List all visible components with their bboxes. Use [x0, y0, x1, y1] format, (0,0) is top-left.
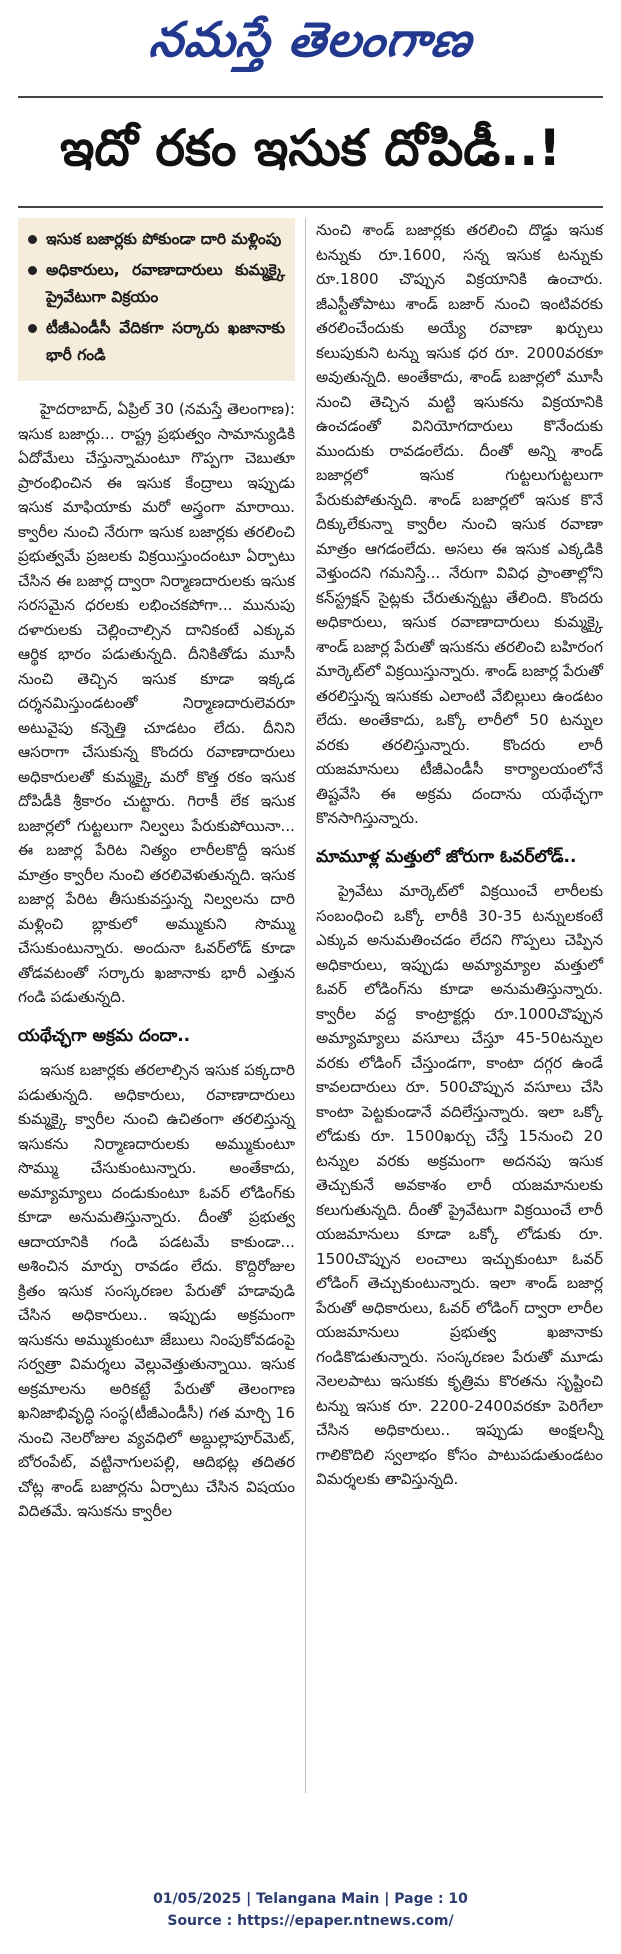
highlight-item: [28, 315, 285, 369]
highlights-box: [18, 218, 295, 381]
article-paragraph: ప్రైవేటు మార్కెట్‌లో విక్రయించే లారీలకు సంబంధించి ఒక్కో లారీకి 30-35 టన్నులకంటే ఎక్కువ అనుమతించడం లేదని గొప్పలు చెప్పిన అధికారులు, ఇప్పుడు అమ్యామ్యాల మత్తులో ఓవర్‌ లోడింగ్‌ను కూడా అనుమతిస్తున్నారు. క్వారీల వద్ద కాంట్రాక్టర్లు రూ.1000చొప్పున అమ్యామ్యాలు వసూలు చేస్తూ 45-50టన్నుల వరకు లోడింగ్‌ చేస్తుండగా, కాంటా దగ్గర ఉండే కావలదారులు రూ. 500చొప్పున వసూలు చేసి కాంటా పెట్టకుండానే వదిలేస్తున్నారు. ఇలా ఒక్కో లోడుకు రూ. 1500ఖర్చు చేస్తే 15నుంచి 20 టన్నుల వరకు అక్రమంగా అదనపు ఇసుక తెచ్చుకునే అవకాశం లారీ యజమానులకు కలుగుతున్నది. దీంతో ప్రైవేటుగా విక్రయించే లారీ యజమానులు కూడా ఒక్కో లోడుకు రూ. 1500చొప్పున లంచాలు ఇచ్చుకుంటూ ఓవర్‌ లోడింగ్‌ తెచ్చుకుంటున్నారు. ఇలా శాండ్‌ బజార్ల పేరుతో అధికారులు, ఓవర్‌ లోడింగ్‌ ద్వారా లారీల యజమానులు ప్రభుత్వ ఖజానాకు గండికొడుతున్నారు. సంస్కరణల పేరుతో మూడు నెలలపాటు ఇసుకకు కృత్రిమ కొరతను సృష్టించి టన్ను ఇసుక రూ. 2200-2400వరకూ పెరిగేలా చేసిన అధికారులు.. ఇప్పుడు అంక్షలన్నీ గాలికొదిలి స్వలాభం కోసం పాటుపడుతుండటం విమర్శలకు తావిస్తున్నది.: [316, 882, 603, 1488]
newspaper-logo: నమస్తే తెలంగాణ: [146, 12, 476, 68]
bullet-icon: [28, 235, 37, 244]
footer-date-page: 01/05/2025 | Telangana Main | Page : 10: [153, 1891, 468, 1907]
highlight-text: ఇసుక బజార్లకు పోకుండా దారి మళ్లింపు: [46, 230, 282, 248]
subheading: మామూళ్ల మత్తులో జోరుగా ఓవర్‌లోడ్‌..: [316, 846, 577, 867]
divider-headline: [18, 206, 603, 208]
headline: ఇదో రకం ఇసుక దోపిడీ..!: [59, 118, 562, 177]
bullet-icon: [28, 266, 37, 275]
highlight-item: [28, 226, 285, 253]
footer-source: Source : https://epaper.ntnews.com/: [167, 1913, 454, 1929]
column-divider: [305, 218, 306, 1793]
article-paragraph: ఇసుక బజార్లకు తరలాల్సిన ఇసుక పక్కదారి పడుతున్నది. అధికారులు, రవాణాదారులు కుమ్మక్కై క్వారీల నుంచి ఉచితంగా తరలిస్తున్న ఇసుకను నిర్మాణదారులకు అమ్ముకుంటూ సొమ్ము చేసుకుంటున్నారు. అంతేకాదు, అమ్యామ్యాలు దండుకుంటూ ఓవర్‌ లోడింగ్‌కు కూడా అనుమతిస్తున్నారు. దీంతో ప్రభుత్వ ఆదాయానికి గండి పడటమే కాకుండా... అశించిన మార్పు రావడం లేదు. కొద్దిరోజుల క్రితం ఇసుక సంస్కరణల పేరుతో హడావుడి చేసిన అధికారులు.. ఇప్పుడు అక్రమంగా ఇసుకను అమ్ముకుంటూ జేబులు నింపుకోవడంపై సర్వత్రా విమర్శలు వెల్లువెత్తుతున్నాయి. ఇసుక అక్రమాలను అరికట్టే పేరుతో తెలంగాణ ఖనిజాభివృద్ధి సంస్థ(టీజీఎండీసీ) గత మార్చి 16 నుంచి నెలరోజుల వ్యవధిలో అబ్దుల్లాపూర్‌మెట్‌, బోరంపేట్‌, వట్టినాగులపల్లి, ఆదిభట్ల తదితర చోట్ల శాండ్‌ బజార్లను ఏర్పాటు చేసిన విషయం విదితమే. ఇసుకను క్వారీల: [18, 1061, 295, 1520]
divider-top: [18, 96, 603, 98]
article-paragraph: హైదరాబాద్‌, ఏప్రిల్‌ 30 (నమస్తే తెలంగాణ): ఇసుక బజార్లు... రాష్ట్ర ప్రభుత్వం సామాన్యుడికి ఏదోమేలు చేస్తున్నామంటూ గొప్పగా చెబుతూ ప్రారంభించిన ఈ ఇసుక కేంద్రాలు ఇప్పుడు ఇసుక మాఫియాకు మరో అస్త్రంగా మారాయి. క్వారీల నుంచి నేరుగా ఇసుక బజార్లకు తరలించి ప్రభుత్వమే ప్రజలకు విక్రయిస్తుందంటూ ఏర్పాటు చేసిన ఈ బజార్ల ద్వారా నిర్మాణదారులకు ఇసుక సరసమైన ధరలకు లభించకపోగా... మునుపు దళారులకు చెల్లించాల్సిన దానికంటే ఎక్కువ ఆర్థిక భారం పడుతున్నది. దీనికితోడు మూసీ నుంచి తెచ్చిన ఇసుక కూడా ఇక్కడ దర్శనమిస్తుండటంతో నిర్మాణదారులెవరూ అటువైపు కన్నెత్తి చూడటం లేదు. దీనిని ఆసరాగా చేసుకున్న కొందరు రవాణాదారులు అధికారులతో కుమ్మక్కై మరో కొత్త రకం ఇసుక దోపిడీకి శ్రీకారం చుట్టారు. గిరాకీ లేక ఇసుక బజార్లలో గుట్టలుగా నిల్వలు పేరుకుపోయినా... ఈ బజార్ల పేరిట నిత్యం లారీలకొద్దీ ఇసుక మాత్రం క్వారీల నుంచి తరలివెళుతున్నది. ఇసుక బజార్ల పేరిట తీసుకువస్తున్న నిల్వలను దారి మళ్లించి బ్లాకులో అమ్ముకుని సొమ్ము చేసుకుంటున్నారు. అందునా ఓవర్‌లోడ్‌ కూడా తోడవటంతో సర్కారు ఖజానాకు భారీ ఎత్తున గండి పడుతున్నది.: [18, 400, 295, 1006]
masthead: [0, 0, 621, 92]
highlight-text: అధికారులు, రవాణాదారులు కుమ్మక్కై ప్రైవేటుగా విక్రయం: [46, 261, 285, 306]
right-column: [316, 218, 603, 1502]
highlight-text: టీజీఎండీసీ వేదికగా సర్కారు ఖజానాకు భారీ గండి: [46, 319, 285, 364]
article-paragraph: నుంచి శాండ్‌ బజార్లకు తరలించి దొడ్డు ఇసుక టన్నుకు రూ.1600, సన్న ఇసుక టన్నుకు రూ.1800 చొప్పున విక్రయానికి ఉంచారు. జీఎస్టీతోపాటు శాండ్‌ బజార్‌ నుంచి ఇంటివరకు తరలించేందుకు అయ్యే రవాణా ఖర్చులు కలుపుకుని టన్ను ఇసుక ధర రూ. 2000వరకూ అవుతున్నది. అంతేకాదు, శాండ్‌ బజార్లలో మూసీ నుంచి తెచ్చిన మట్టి ఇసుకను విక్రయానికి ఉంచడంతో వినియోగదారులు కొనేందుకు ముందుకు రావడంలేదు. దీంతో అన్ని శాండ్‌ బజార్లలో ఇసుక గుట్టలుగుట్టలుగా పేరుకుపోతున్నది. శాండ్‌ బజార్లలో ఇసుక కొనే దిక్కులేకున్నా క్వారీల నుంచి ఇసుక రవాణా మాత్రం ఆగడంలేదు. అసలు ఈ ఇసుక ఎక్కడికి వెళ్తుందని గమనిస్తే... నేరుగా వివిధ ప్రాంతాల్లోని కన్‌స్ట్రక్షన్‌ సైట్లకు చేరుతున్నట్టు తేలింది. కొందరు అధికారులు, ఇసుక రవాణాదారులు కుమ్మక్కై శాండ్‌ బజార్ల పేరుతో ఇసుకను తరలించి బహిరంగ మార్కెట్‌లో విక్రయిస్తున్నారు. శాండ్‌ బజార్ల పేరుతో తరలిస్తున్న ఇసుకకు ఎలాంటి వేబిల్లులు ఉండటం లేదు. అంతేకాదు, ఒక్కో లారీలో 50 టన్నుల వరకు తరలిస్తున్నారు. కొందరు లారీ యజమానులు టీజీఎండీసీ కార్యాలయంలోనే తిష్టవేసి ఈ అక్రమ దందాను యథేచ్ఛగా కొనసాగిస్తున్నారు.: [316, 221, 603, 827]
footer: [0, 1888, 621, 1932]
bullet-icon: [28, 324, 37, 333]
highlight-item: [28, 257, 285, 311]
subheading: యథేచ్ఛగా అక్రమ దందా..: [18, 1025, 191, 1046]
left-column: [18, 218, 295, 1534]
